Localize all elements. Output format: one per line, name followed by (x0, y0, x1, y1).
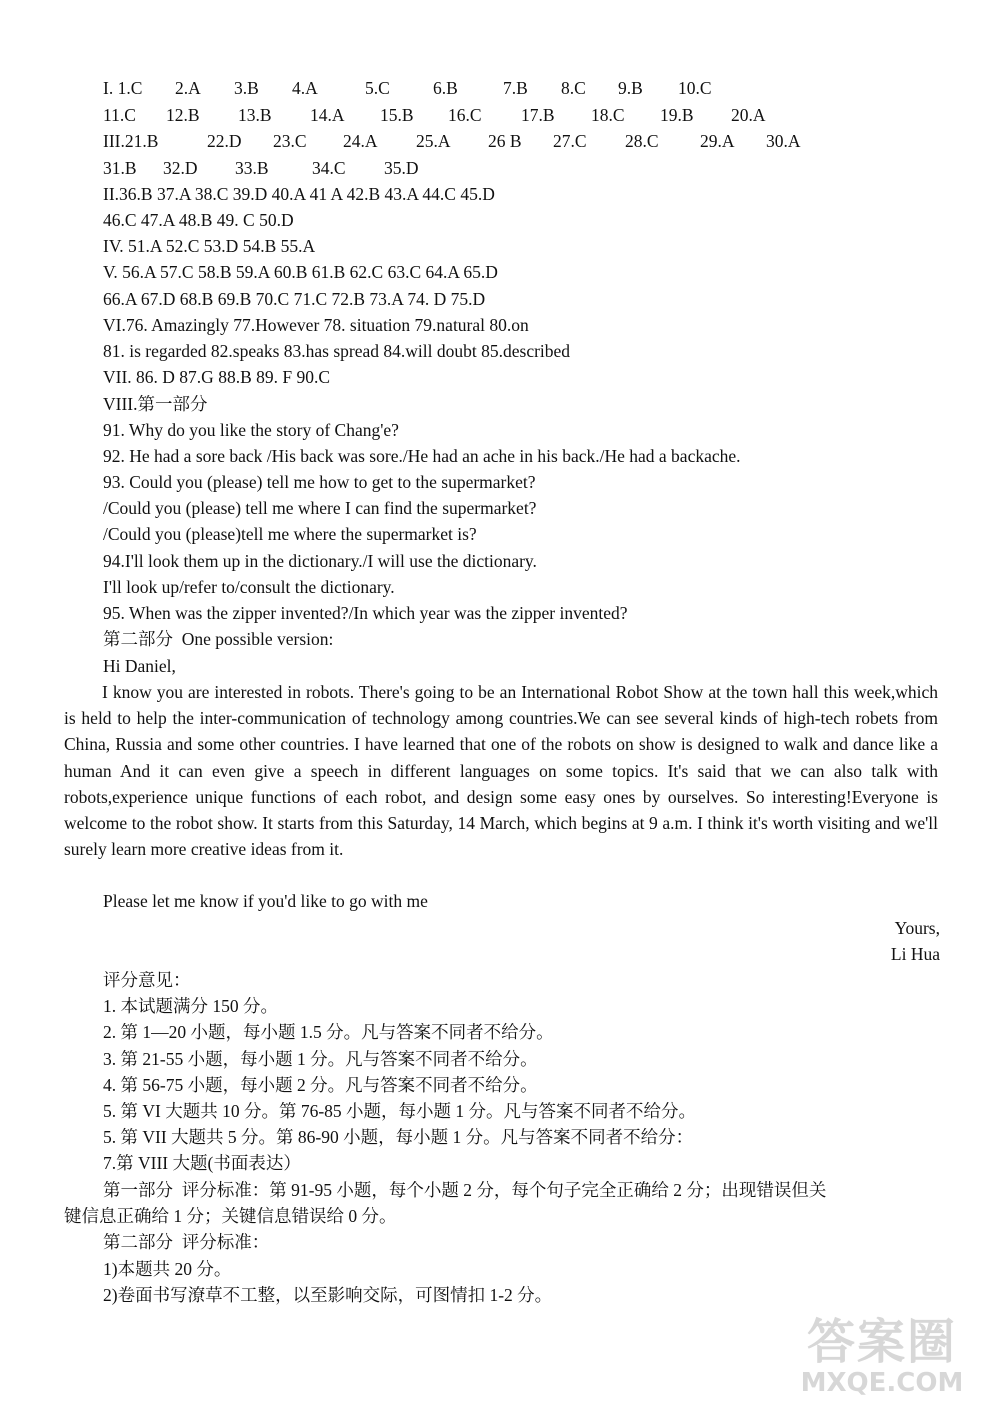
letter-greeting: Hi Daniel, (103, 656, 176, 676)
answer-line: 93. Could you (please) tell me how to get to the supermarket? (103, 472, 536, 492)
answer-item: 19.B (660, 105, 694, 125)
answer-item: 12.B (166, 105, 200, 125)
scoring-item: 5. 第 VII 大题共 5 分。第 86-90 小题，每小题 1 分。凡与答案不同者不给分： (103, 1127, 694, 1147)
scoring-part1-line2: 键信息正确给 1 分；关键信息错误给 0 分。 (64, 1206, 397, 1226)
answer-item: 27.C (553, 131, 587, 151)
answer-line: 94.I'll look them up in the dictionary./I will use the dictionary. (103, 551, 537, 571)
answer-line: 81. is regarded 82.speaks 83.has spread 84.will doubt 85.described (103, 341, 571, 361)
answer-item: 11.C (103, 105, 136, 125)
scoring-item: 5. 第 VI 大题共 10 分。第 76-85 小题，每小题 1 分。凡与答案不同者不给分。 (103, 1101, 697, 1121)
answer-item: I. 1.C (103, 78, 143, 98)
answer-item: 25.A (416, 131, 451, 151)
answer-item: 26 B (488, 131, 522, 151)
answer-item: 2.A (175, 78, 201, 98)
answer-item: 3.B (234, 78, 259, 98)
answer-line-iv: IV. 51.A 52.C 53.D 54.B 55.A (103, 236, 316, 256)
answer-item: 17.B (521, 105, 555, 125)
scoring-item: 7.第 VIII 大题(书面表达） (103, 1153, 301, 1173)
answer-item: 29.A (700, 131, 735, 151)
answer-line-v: V. 56.A 57.C 58.B 59.A 60.B 61.B 62.C 63.C 64.A 65.D (103, 262, 498, 282)
watermark-logo (782, 1316, 982, 1406)
answer-item: 23.C (273, 131, 307, 151)
answer-item: 6.B (433, 78, 458, 98)
answer-item: 33.B (235, 158, 269, 178)
answer-line-vii: VII. 86. D 87.G 88.B 89. F 90.C (103, 367, 331, 387)
answer-item: 7.B (503, 78, 528, 98)
answer-item: 5.C (365, 78, 390, 98)
answer-item: 4.A (292, 78, 318, 98)
answer-item: 20.A (731, 105, 766, 125)
answer-item: 14.A (310, 105, 345, 125)
scoring-part2-heading: 第二部分 评分标准： (103, 1232, 270, 1252)
section-heading-viii: VIII.第一部分 (103, 394, 208, 414)
answer-item: 35.D (384, 158, 419, 178)
answer-item: 16.C (448, 105, 482, 125)
answer-item: 34.C (312, 158, 346, 178)
scoring-part2-item: 1)本题共 20 分。 (103, 1259, 232, 1279)
answer-line: 46.C 47.A 48.B 49. C 50.D (103, 210, 294, 230)
answer-item: 8.C (561, 78, 586, 98)
answer-line: I'll look up/refer to/consult the dictionary. (103, 577, 395, 597)
scoring-part2-item: 2)卷面书写潦草不工整，以至影响交际，可图情扣 1-2 分。 (103, 1285, 553, 1305)
answer-item: 30.A (766, 131, 801, 151)
letter-signoff: Yours, (894, 918, 940, 938)
answer-item: 22.D (207, 131, 242, 151)
answer-item: 13.B (238, 105, 272, 125)
scoring-heading: 评分意见： (103, 970, 191, 990)
letter-closing-line: Please let me know if you'd like to go with me (103, 891, 428, 911)
answer-item: 10.C (678, 78, 712, 98)
answer-line: 92. He had a sore back /His back was sore./He had an ache in his back./He had a backache. (103, 446, 741, 466)
answer-line: /Could you (please) tell me where I can find the supermarket? (103, 498, 537, 518)
letter-body: I know you are interested in robots. There's going to be an International Robot Show at the town hall this week,which is held to help the inter-communication of technology among countries.We can see several kinds of high-tech robets from China, Russia and some other countries. I have learned that one of the robots on show is designed to walk and dance like a human And it can even give a speech in different languages on some topics. It's said that we can also talk with robots,experience unique functions of each robot, and design some easy ones by ourselves. So interesting!Everyone is welcome to the robot show. It starts from this Saturday, 14 March, which begins at 9 a.m. I think it's worth visiting and we'll surely learn more creative ideas from it. (64, 682, 938, 860)
scoring-item: 2. 第 1—20 小题，每小题 1.5 分。凡与答案不同者不给分。 (103, 1022, 554, 1042)
section-heading-part2: 第二部分 One possible version: (103, 629, 334, 649)
letter-signature: Li Hua (890, 944, 940, 964)
answer-line-vi: VI.76. Amazingly 77.However 78. situation 79.natural 80.on (103, 315, 529, 335)
answer-line: /Could you (please)tell me where the supermarket is? (103, 524, 477, 544)
answer-item: III.21.B (103, 131, 159, 151)
answer-item: 18.C (591, 105, 625, 125)
scoring-item: 4. 第 56-75 小题，每小题 2 分。凡与答案不同者不给分。 (103, 1075, 538, 1095)
answer-item: 28.C (625, 131, 659, 151)
answer-item: 15.B (380, 105, 414, 125)
answer-item: 31.B (103, 158, 137, 178)
answer-line: 95. When was the zipper invented?/In which year was the zipper invented? (103, 603, 628, 623)
answer-line: 91. Why do you like the story of Chang'e? (103, 420, 399, 440)
answer-item: 9.B (618, 78, 643, 98)
scoring-item: 1. 本试题满分 150 分。 (103, 996, 278, 1016)
scoring-part1-line1: 第一部分 评分标准：第 91-95 小题，每个小题 2 分，每个句子完全正确给 2 分；出现错误但关 (103, 1180, 827, 1200)
scoring-item: 3. 第 21-55 小题，每小题 1 分。凡与答案不同者不给分。 (103, 1049, 538, 1069)
answer-item: 32.D (163, 158, 198, 178)
answer-line-ii: II.36.B 37.A 38.C 39.D 40.A 41 A 42.B 43.A 44.C 45.D (103, 184, 495, 204)
answer-item: 24.A (343, 131, 378, 151)
watermark-url: MXQE.COM (800, 1368, 964, 1398)
answer-line: 66.A 67.D 68.B 69.B 70.C 71.C 72.B 73.A 74. D 75.D (103, 289, 486, 309)
watermark-logo-text: 答案圈 (806, 1314, 957, 1370)
